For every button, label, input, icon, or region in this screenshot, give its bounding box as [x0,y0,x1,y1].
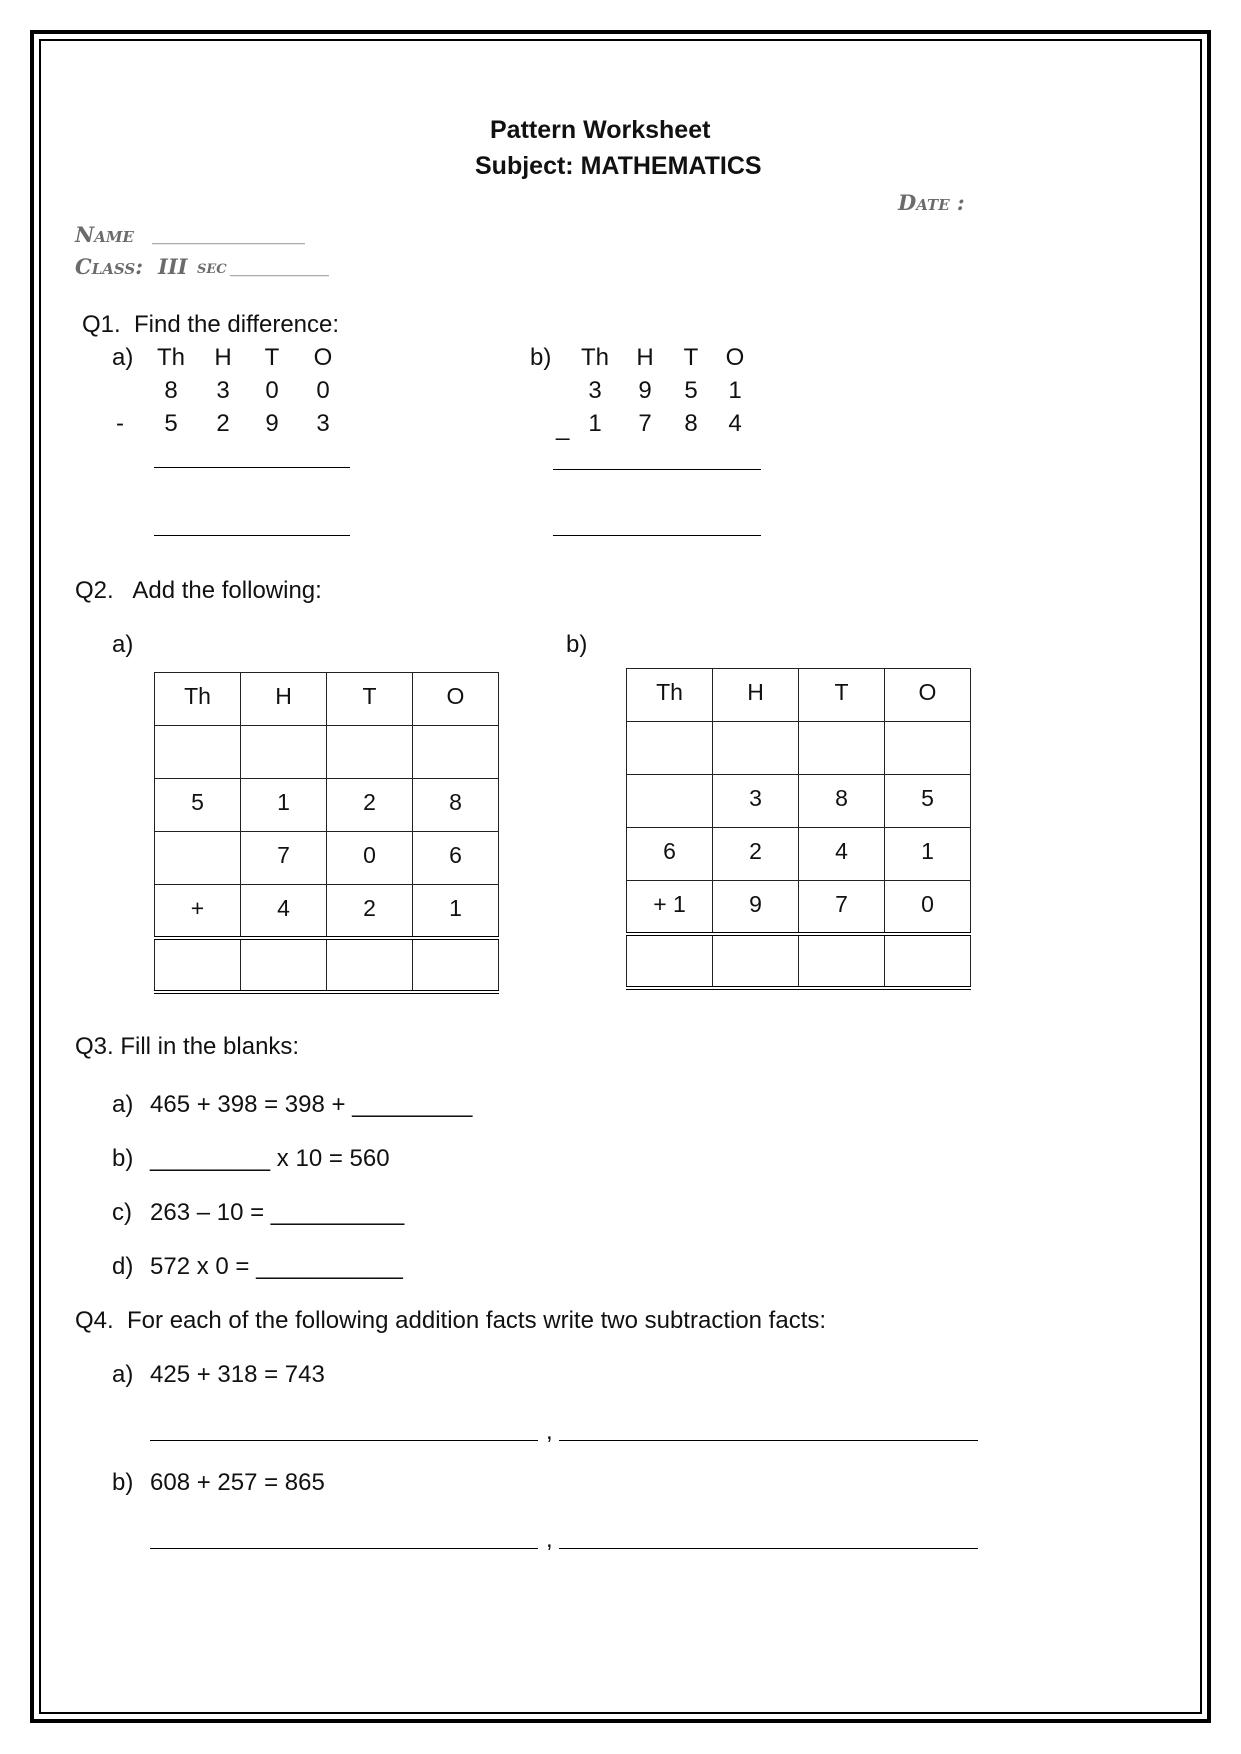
header-cell-o: O [413,673,499,726]
q1a-bottom-digit: 3 [316,410,330,437]
table-cell: 7 [241,832,327,885]
table-cell: 2 [327,779,413,832]
table-cell [885,722,971,775]
q1-heading: Q1. Find the difference: [82,311,340,338]
q1a-top-digit: 3 [216,377,230,404]
q4-heading: Q4. For each of the following addition facts write two subtraction facts: [75,1307,827,1334]
q1b-bottom-digit: 7 [638,410,652,437]
q4a-answer-line-2[interactable] [559,1440,978,1441]
q1b-top-digit: 5 [684,377,698,404]
q1a-top-digit: 0 [265,377,279,404]
q4b-answer-line-1[interactable] [150,1548,538,1549]
q1a-header-t: T [264,344,280,371]
q3d-text: 572 x 0 = ___________ [150,1253,403,1280]
table-cell [627,775,713,828]
q1a-bottom-digit: 2 [216,410,230,437]
table-row [155,779,499,832]
name-blank[interactable]: _________________ [152,224,305,245]
q1b-bottom-digit: 8 [684,410,698,437]
table-row [155,885,499,938]
header-cell-t: T [799,669,885,722]
header-cell-h: H [713,669,799,722]
table-cell: 8 [799,775,885,828]
table-cell: + [155,885,241,938]
q4a-label: a) [112,1361,134,1388]
answer-cell[interactable] [885,934,971,988]
table-cell [713,722,799,775]
header-cell-o: O [885,669,971,722]
q1a-top-digit: 0 [316,377,330,404]
table-cell: 7 [799,881,885,934]
table-cell: 6 [627,828,713,881]
q1b-bottom-digit: 4 [728,410,742,437]
answer-cell[interactable] [413,938,499,992]
table-cell: 3 [713,775,799,828]
table-cell: + 1 [627,881,713,934]
q4b-separator: , [546,1526,553,1553]
table-row [627,722,971,775]
table-cell: 4 [799,828,885,881]
table-cell [627,722,713,775]
header-cell-t: T [327,673,413,726]
section-blank[interactable]: ___________ [230,256,329,277]
q1a-bottom-digit: 5 [164,410,178,437]
answer-cell[interactable] [155,938,241,992]
table-header-row [155,673,499,726]
q2a-label: a) [112,631,134,658]
q3a-text: 465 + 398 = 398 + _________ [150,1091,473,1118]
answer-cell[interactable] [713,934,799,988]
q3-heading: Q3. Fill in the blanks: [75,1033,300,1060]
table-cell: 1 [241,779,327,832]
q3b-label: b) [112,1145,134,1172]
class-value: III [158,254,188,279]
table-cell: 1 [413,885,499,938]
q1a-header-th: Th [156,344,185,371]
table-row [155,726,499,779]
q1b-top-digit: 3 [588,377,602,404]
q3d-label: d) [112,1253,134,1280]
q2a-place-value-table [154,672,499,994]
worksheet-title: Pattern Worksheet [490,116,711,144]
table-cell [241,726,327,779]
q1b-header-t: T [683,344,699,371]
q1a-header-h: H [214,344,232,371]
q4a-answer-line-1[interactable] [150,1440,538,1441]
table-cell: 5 [155,779,241,832]
q4b-label: b) [112,1469,134,1496]
table-cell: 1 [885,828,971,881]
q1b-top-digit: 1 [728,377,742,404]
header-cell-th: Th [627,669,713,722]
q1a-header-o: O [313,344,333,371]
table-cell: 5 [885,775,971,828]
q1a-label: a) [112,344,134,371]
name-label: Name [75,222,134,247]
table-header-row [627,669,971,722]
answer-cell[interactable] [799,934,885,988]
table-cell [799,722,885,775]
table-cell: 6 [413,832,499,885]
q3b-text: _________ x 10 = 560 [150,1145,390,1172]
q1b-header-th: Th [580,344,609,371]
table-cell: 8 [413,779,499,832]
q3a-label: a) [112,1091,134,1118]
table-cell: 0 [885,881,971,934]
table-row [627,881,971,934]
answer-row[interactable] [155,938,499,992]
answer-cell[interactable] [327,938,413,992]
table-cell: 0 [327,832,413,885]
answer-cell[interactable] [627,934,713,988]
q1b-answer-line[interactable] [553,469,761,470]
q1b-top-digit: 9 [638,377,652,404]
subject-line: Subject: MATHEMATICS [475,152,762,180]
table-cell [155,832,241,885]
table-cell [327,726,413,779]
q1b-minus-sign: _ [556,414,570,441]
q1b-header-o: O [725,344,745,371]
section-label: sec [197,256,227,278]
q4a-text: 425 + 318 = 743 [150,1361,325,1388]
q4b-text: 608 + 257 = 865 [150,1469,325,1496]
q1b-header-h: H [636,344,654,371]
answer-row[interactable] [627,934,971,988]
q1a-minus-sign: - [116,410,124,437]
table-cell: 2 [713,828,799,881]
q1a-top-digit: 8 [164,377,178,404]
header-cell-h: H [241,673,327,726]
class-label: Class: [75,254,143,279]
q1a-answer-line[interactable] [154,467,350,468]
q1a-bottom-digit: 9 [265,410,279,437]
q4a-separator: , [546,1418,553,1445]
q3c-text: 263 – 10 = __________ [150,1199,405,1226]
q2b-place-value-table [626,668,971,990]
header-cell-th: Th [155,673,241,726]
table-row [627,828,971,881]
q4b-answer-line-2[interactable] [559,1548,978,1549]
q1a-answer-line[interactable] [154,535,350,536]
table-cell: 9 [713,881,799,934]
table-cell: 2 [327,885,413,938]
table-cell [413,726,499,779]
table-row [627,775,971,828]
q1b-bottom-digit: 1 [588,410,602,437]
q2-heading: Q2. Add the following: [75,577,322,604]
table-row [155,832,499,885]
date-label: Date : [898,190,965,215]
table-cell: 4 [241,885,327,938]
q2b-label: b) [566,631,588,658]
q3c-label: c) [112,1199,132,1226]
table-cell [155,726,241,779]
q1b-answer-line[interactable] [553,535,761,536]
q1b-label: b) [530,344,552,371]
answer-cell[interactable] [241,938,327,992]
